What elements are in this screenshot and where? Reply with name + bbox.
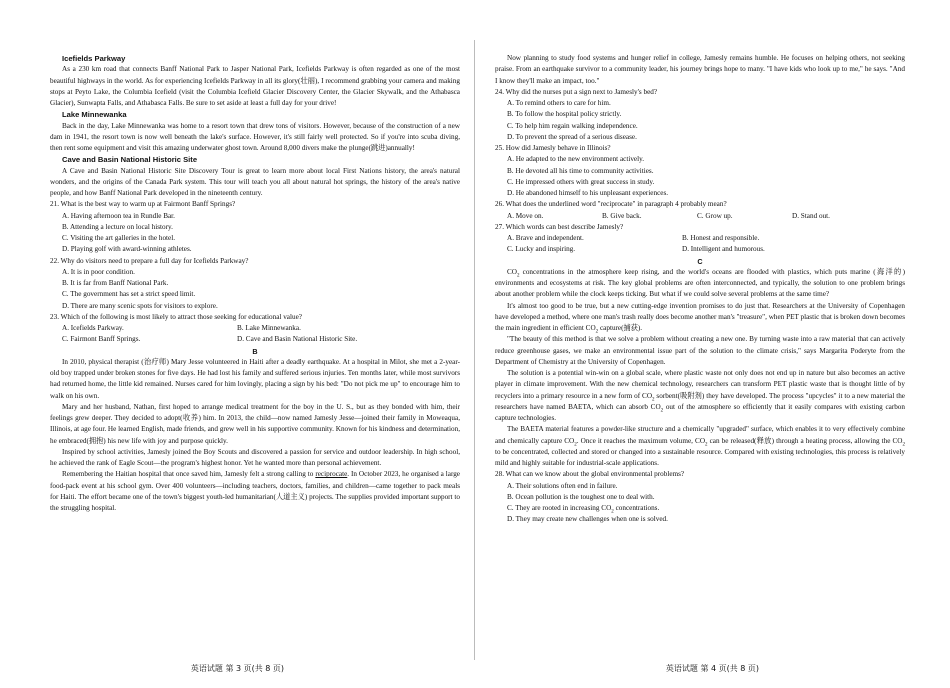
page-4 [475,0,950,688]
paragraph: As a 230 km road that connects Banff National Park to Jasper National Park, Icefields Parkway is often regarded as one of the most beautiful highways in the world. As for experiencing Icefields Parkway in all its glory(壮丽), I recommend grabbing your camera and making stops at Peyto Lake, the Columbia Icefield (visit the Columbia Icefield Glacier Discovery Center, the Glacier Skywalk, and the Athabasca Glacier), Sunwapta Falls, and Athabasca Falls. Be sure to set aside at least a full day for your drive! [50,65,460,107]
option: A. It is in poor condition. [62,267,135,276]
option: A. Having afternoon tea in Rundle Bar. [62,211,175,220]
option: C. Visiting the art galleries in the hotel. [62,234,176,242]
option: D. They may create new challenges when one is solved. [507,515,668,524]
option: B. Give back. [602,211,642,220]
option: C. Fairmont Banff Springs. [62,335,141,344]
text: concentrations in the atmosphere keep rising, and the world's oceans are flooded with plastics, which puts marine (海洋的) environments and ecosystems at risk. The key global problems are often interconnected, and typically, the solution to one problem brings about another problem while the clock keeps ticking. But what if we could solve several problems at the same time? [495,267,905,299]
text: . Once it reaches the maximum volume, CO [576,436,706,445]
subscript: 2 [517,273,520,279]
text: C. They are rooted in increasing CO [507,504,612,512]
option: A. He adapted to the new environment actively. [507,155,645,164]
section-b-heading: B [252,346,258,356]
option: A. Move on. [507,211,544,220]
text: sorbent(吸附剂) they have developed. The process "upcycles" it to a new material the researchers have named BAETA, which can absorb CO [495,391,905,411]
question-24: 24. Why did the nurses put a sign next to Jamesly's bed? [495,87,658,96]
paragraph [495,424,905,469]
option: D. Playing golf with award-winning athletes. [62,245,192,254]
text: can be released(释放) through a heating process, allowing the CO [707,436,903,445]
option: B. Attending a lecture on local history. [62,222,173,231]
option: C. To help him regain walking independence. [507,121,638,130]
subscript: 2 [611,509,614,515]
paragraph [495,368,905,424]
option: D. Cave and Basin National Historic Site. [237,335,358,344]
text: . In October 2023, he organised a large food-pack event at his school gym. Over 400 volunteers—including teachers, doctors, families, and children—came together to pack meals for Haiti. The effort became one of the town's biggest youth-led humanitarian(人道主义) projects. The supplies provided important support to the struggling hospital. [50,470,460,512]
text: to be concentrated, collected and stored or changed into a sustainable resource. Compared with existing technologies, this process is relatively mild and highly suitable for industrial-scale applications. [495,447,905,467]
heading-cave-basin: Cave and Basin National Historic Site [62,155,198,165]
paragraph: A Cave and Basin National Historic Site Discovery Tour is great to learn more about local First Nations history, the area's natural wonders, and the origins of the Canada Park system. This tour will teach you all about natural hot springs, the history of the area's native people, and how Banff National Park developed in the nineteenth century. [50,166,460,197]
page-footer: 英语试题 第 4 页(共 8 页) [665,663,760,673]
option: D. Intelligent and humorous. [682,245,765,254]
option: C. The government has set a strict speed limit. [62,290,196,299]
question-21: 21. What is the best way to warm up at Fairmont Banff Springs? [50,200,236,209]
option [495,503,905,514]
paragraph: Inspired by school activities, Jamesly joined the Boy Scouts and discovered a passion for service and outdoor leadership. In high school, he achieved the rank of Eagle Scout—the program's highest honor. Yet he wanted more than personal achievement. [50,447,460,467]
subscript: 2 [705,441,708,447]
option: B. To follow the hospital policy strictly. [507,110,622,119]
paragraph [495,301,905,335]
option: D. There are many scenic spots for visitors to explore. [62,301,218,310]
subscript: 2 [902,441,905,447]
page-footer: 英语试题 第 3 页(共 8 页) [190,663,285,673]
text: concentrations. [613,504,660,512]
paragraph: In 2010, physical therapist (治疗师) Mary Jesse volunteered in Haiti after a deadly earthquake. At a hospital in Milot, she met a 2-year-old boy trapped under broken stones for five days. He had lost his family and suffered serious injuries. Ten months later, while most survivors had returned home, the little kid remained. Nurses cared for him lovingly, placing a sign by his bed: "Do not pick me up" to encourage him to walk on his own. [50,357,460,400]
option: B. Honest and responsible. [682,234,760,242]
text: Remembering the Haitian hospital that once saved him, Jamesly felt a strong calling to [62,470,316,479]
paragraph [495,267,905,301]
options-row [50,334,460,345]
option: A. Their solutions often end in failure. [507,481,618,490]
question-27: 27. Which words can best describe Jamesly? [495,222,624,231]
text: The BAETA material features a powder-like structure and a chemically "upgraded" surface, which enables it to very effectively combine and chemically capture CO [495,425,905,445]
heading-minnewanka: Lake Minnewanka [62,110,127,120]
option: B. He devoted all his time to community activities. [507,166,654,175]
left-column [50,53,460,514]
question-22: 22. Why do visitors need to prepare a full day for Icefields Parkway? [50,256,249,265]
option: B. Ocean pollution is the toughest one to deal with. [507,492,655,501]
option: C. Grow up. [697,211,733,220]
question-25: 25. How did Jamesly behave in Illinois? [495,144,611,152]
option: B. It is far from Banff National Park. [62,279,169,287]
heading-icefields: Icefields Parkway [62,54,126,63]
subscript: 2 [660,408,664,414]
right-column [495,53,905,526]
options-row [495,211,905,222]
question-26: 26. What does the underlined word "reciprocate" in paragraph 4 probably mean? [495,200,727,209]
question-28: 28. What can we know about the global environmental problems? [495,470,685,479]
paragraph: Now planning to study food systems and hunger relief in college, Jamesly remains humble. He focuses on helping others, not seeking praise. From an earthquake survivor to a community leader, his journey brings hope to many. "I have kids who look up to me," he says. "And I know they'll make an impact, too." [495,54,905,85]
paragraph [50,469,460,514]
option: A. To remind others to care for him. [507,99,611,107]
option: B. Lake Minnewanka. [237,324,301,332]
subscript: 2 [652,396,655,402]
option: D. To prevent the spread of a serious disease. [507,132,637,141]
question-23: 23. Which of the following is most likely to attract those seeking for educational value? [50,312,302,321]
option: D. Stand out. [792,211,830,220]
options-row [495,233,905,244]
text: CO [507,267,517,276]
text: The solution is a potential win-win on a global scale, where plastic waste not only does not end up in nature but also becomes an active player in climate improvement. With the new chemical technology, researchers can transform PET plastic waste that is thought little of by recyclers into a primary resource in a new form of CO [495,369,905,400]
option: C. He impressed others with great success in study. [507,177,655,186]
option: A. Brave and independent. [507,234,584,242]
option: C. Lucky and inspiring. [507,245,576,254]
options-row [495,244,905,255]
paragraph: Mary and her husband, Nathan, first hoped to arrange medical treatment for the boy in the U. S., but as they bonded with him, their feelings grew deeper. They decided to adopt(收养) him. In 2013, the child—now named Jamesly Jesse—joined their family in Moweaqua, Illinois, at age four. He learned English, made friends, and grew well in his supportive community. Known for his kindness and determination, he embraced(拥抱) his new life with joy and purpose quickly. [50,402,460,445]
subscript: 2 [574,441,577,447]
text: capture(捕获). [598,324,643,332]
text: It's almost too good to be true, but a new cutting-edge invention promises to do just that. Researchers at the University of Copenhagen have developed a method, where one man's trash really does become another man's "treasure", when PET plastic that is broken down becomes the main ingredient in efficient CO [495,301,905,332]
section-c-heading: C [697,256,703,266]
option: D. He abandoned himself to his unpleasant experiences. [507,189,669,197]
paragraph: "The beauty of this method is that we solve a problem without creating a new one. By turning waste into a raw material that can actively reduce greenhouse gases, we make an environmental issue part of the solution to the climate crisis," says Margarita Poderyte from the Department of Chemistry at the University of Copenhagen. [495,335,905,366]
subscript: 2 [595,329,599,335]
paragraph: Back in the day, Lake Minnewanka was home to a resort town that drew tons of visitors. However, because of the construction of a new dam in 1941, the resort town is now well beneath the lake's surface. However, it's still fairly well protected. So if you're into scuba diving, then rent some equipment and visit this amazing underwater ghost town. Around 8,000 divers make the plunge(跳进)annually! [50,121,460,152]
underlined-word: reciprocate [315,470,348,479]
text: out of the atmosphere so efficiently that it easily compares with existing carbon capture technologies. [495,402,905,422]
options-row [50,323,460,334]
option: A. Icefields Parkway. [62,324,124,332]
